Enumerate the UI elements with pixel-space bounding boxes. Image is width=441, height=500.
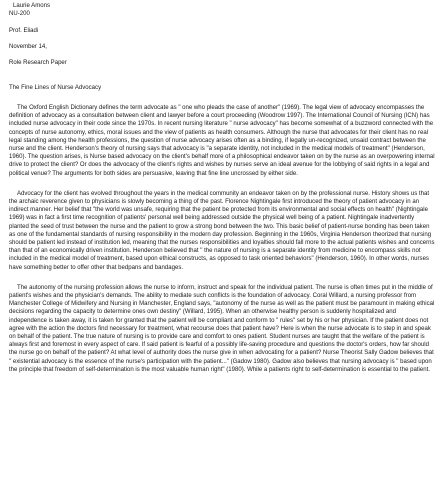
- essay-title: The Fine Lines of Nurse Advocacy: [9, 84, 102, 91]
- instructor-name: Prof. Eliadi: [9, 27, 39, 34]
- submission-date: November 14,: [9, 43, 47, 50]
- paragraph-1: The Oxford English Dictionary defines the term advocate as " one who pleads the case of another" (1969). The legal view of advocacy encompasses the definition of advocacy as a consultation between client and lawyer before a court proceeding (Woodrow 1997). The International Council of Nursing (ICN) has included nurse advocacy in their code since the 1970s. In recent nursing literature " nurse advocacy" has become somewhat of a buzzword connected with the concepts of nurse autonomy, ethics, moral issues and the view of patients as health consumers. Although the nurse that advocates for their client has no real legal standing among the health professions, the question of nurse advocacy arises often as a binding, if legally un-recognized, unsaid contract between the nurse and the client. Henderson's theory of nursing says that advocacy is "a separate identity, not included in the medical models of treatment" (Henderson, 1960). The question arises, is Nurse based advocacy on the client's behalf more of a philosophical endeavor taken on by the nurse as an overpowering internal drive to protect the client? Or does the advocacy of the client's rights and wishes by nurses serve an ideal avenue for the lobbying of said rights in a legal and political venue? The arguments for both sides are persuasive, leaving that fine line uncrossed by either side.: [9, 104, 435, 177]
- paragraph-3: The autonomy of the nursing profession allows the nurse to inform, instruct and speak for the individual patient. The nurse is often times put in the middle of patient's wishes and the physician's demands. The ability to mediate such conflicts is the foundation of advocacy. Coral Willard, a nursing professor from Manchester College of Midwifery and Nursing in Manchester, England says, "autonomy of the nurse as well as the patient must be paramount in making ethical decisions regarding the capacity to determine ones own destiny" (Willard, 1995). When an otherwise healthy person is suddenly hospitalized and independence is taken away, it is taken for granted that the patient will be compliant and conform to " rules" set by his or her physician. If the patient does not agree with the action the doctors find necessary for treatment, what recourse does that patient have? Here is when the nurse advocate is to step in and speak on behalf of the patient. The true nature of nursing is to provide care and comfort to ones patient. Student nurses are taught that the welfare of the patient is always first and foremost in every aspect of care. If said patient is fearful of a possibly life-saving procedure and questions the doctor's orders, how far should the nurse go on behalf of the patient? At what level of authority does the nurse give in when advocating for a patient? Nurse Theorist Sally Gadow believes that " existential advocacy is the essence of the nurse's participation with the patient..." (Gadow 1980). Gadow also believes that nursing advocacy is " based upon the principle that freedom of self-determination is the most valuable human right" (1980). While a patients right to self-determination is essential to the patient.: [9, 284, 435, 373]
- author-name: Laurie Amons: [13, 3, 50, 9]
- paragraph-2: Advocacy for the client has evolved throughout the years in the medical community an endeavor taken on by the professional nurse. History shows us that the archaic reverence given to physicians is slowly becoming a thing of the past. Florence Nightingale first introduced the theory of patient advocacy in an indirect manner. Her belief that "the world was unsafe, requiring that the patient be protected from its environmental and social effects on health" (Nightingale 1969) was in fact a first time recognition of patients' personal well being addressed outside the physical well being of a patient. Nightingale inadvertently planted the seed of trust between the nurse and the patient to grow a strong bond between the two. This basic belief of patient-nurse bonding has been taken as one of the fundamental standards of nursing responsibility in the modern day profession. Beginning in the 1960s, Virginia Henderson theorized that nursing should be patient led instead of institution led, meaning that the nurses responsibilities and loyalties should fall more to the actual patients wishes and concerns than that of an economically driven institution. Henderson believed that " the nature of nursing is a separate identity from medicine to encompass skills not included in the medical model of treatment, based upon ethical constructs, as opposed to task oriented behaviors" (Henderson, 1960). In other words, nurses have something better to offer other that bedpans and bandages.: [9, 190, 435, 271]
- assignment-type: Role Research Paper: [9, 60, 67, 67]
- course-code: NU-200: [9, 11, 30, 18]
